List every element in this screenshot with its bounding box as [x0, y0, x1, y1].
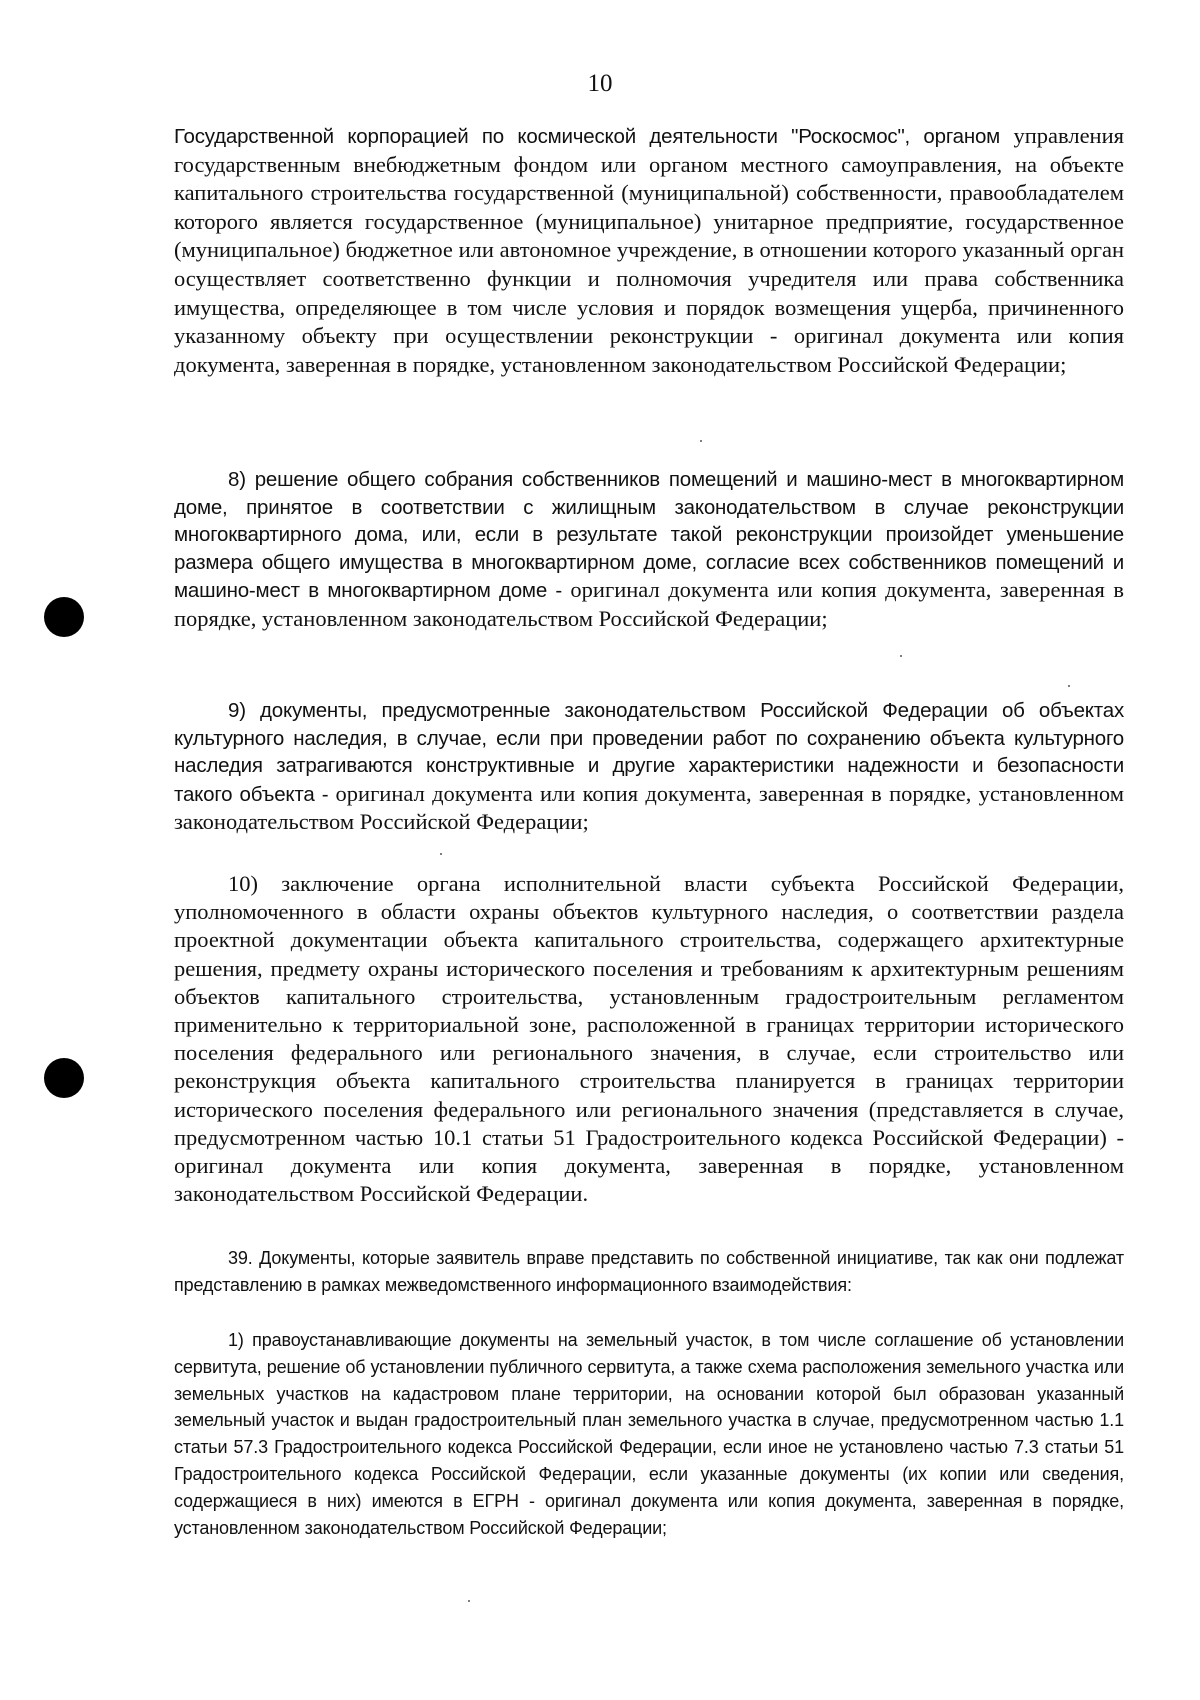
punch-hole-bottom	[44, 1058, 84, 1098]
item-8-paragraph	[174, 466, 1124, 634]
scan-speck	[1068, 685, 1070, 687]
scan-speck	[700, 440, 702, 442]
page-number: 10	[587, 70, 613, 97]
intro-paragraph-lead: Государственной корпорацией по космической деятельности "Роскосмос", органом	[174, 125, 1001, 148]
scan-speck	[440, 853, 442, 855]
item-8-serif-text: оригинал документа или копия документа, заверенная в порядке, установленном законодательством Российской Федерации;	[174, 577, 1124, 631]
item-10-paragraph: 10) заключение органа исполнительной власти субъекта Российской Федерации, уполномоченного в области охраны объектов культурного наследия, о соответствии раздела проектной документации объекта капитального строительства, содержащего архитектурные решения, предмету охраны исторического поселения и требованиям к архитектурным решениям объектов капитального строительства, установленным градостроительным регламентом применительно к территориальной зоне, расположенной в границах территории исторического поселения федерального или регионального значения, в случае, если строительство или реконструкция объекта капитального строительства планируется в границах территории исторического поселения федерального или регионального значения (представляется в случае, предусмотренном частью 10.1 статьи 51 Градостроительного кодекса Российской Федерации) - оригинал документа или копия документа, заверенная в порядке, установленном законодательством Российской Федерации.	[174, 871, 1124, 1207]
punch-hole-top	[44, 597, 84, 637]
item-9-paragraph	[174, 697, 1124, 837]
item-9-serif-text: оригинал документа или копия документа, заверенная в порядке, установленном законодательством Российской Федерации;	[174, 780, 1124, 835]
clause-39-paragraph: 39. Документы, которые заявитель вправе представить по собственной инициативе, так как они подлежат представлению в рамках межведомственного информационного взаимодействия:	[174, 1248, 1124, 1295]
intro-paragraph	[174, 122, 1124, 379]
intro-paragraph-body: управления государственным внебюджетным фондом или органом местного самоуправления, на объекте капитального строительства государственной (муниципальной) собственности, правообладателем которого является государственное (муниципальное) унитарное предприятие, государственное (муниципальное) бюджетное или автономное учреждение, в отношении которого указанный орган осуществляет соответственно функции и полномочия учредителя или права собственника имущества, определяющее в том числе условия и порядок возмещения ущерба, причиненного указанному объекту при осуществлении реконструкции - оригинал документа или копия документа, заверенная в порядке, установленном законодательством Российской Федерации;	[174, 123, 1124, 377]
item-8-sans-text: 8) решение общего собрания собственников помещений и машино-мест в многоквартирном доме, принятое в соответствии с жилищным законодательством в случае реконструкции многоквартирного дома, или, если в результате такой реконструкции произойдет уменьшение размера общего имущества в многоквартирном доме, согласие всех собственников помещений и машино-мест в многоквартирном доме -	[174, 468, 1124, 603]
scan-speck	[900, 655, 902, 657]
clause-39-item-1-paragraph: 1) правоустанавливающие документы на земельный участок, в том числе соглашение об установлении сервитута, решение об установлении публичного сервитута, а также схема расположения земельного участка или земельных участков на кадастровом плане территории, на основании которой был образован указанный земельный участок и выдан градостроительный план земельного участка в случае, предусмотренном частью 1.1 статьи 57.3 Градостроительного кодекса Российской Федерации, если иное не установлено частью 7.3 статьи 51 Градостроительного кодекса Российской Федерации, если указанные документы (их копии или сведения, содержащиеся в них) имеются в ЕГРН - оригинал документа или копия документа, заверенная в порядке, установленном законодательством Российской Федерации;	[174, 1330, 1124, 1538]
scan-speck	[468, 1600, 470, 1602]
item-9-sans-text: 9) документы, предусмотренные законодательством Российской Федерации об объектах культурного наследия, в случае, если при проведении работ по сохранению объекта культурного наследия затрагиваются конструктивные и другие характеристики надежности и безопасности такого объекта -	[174, 699, 1124, 806]
